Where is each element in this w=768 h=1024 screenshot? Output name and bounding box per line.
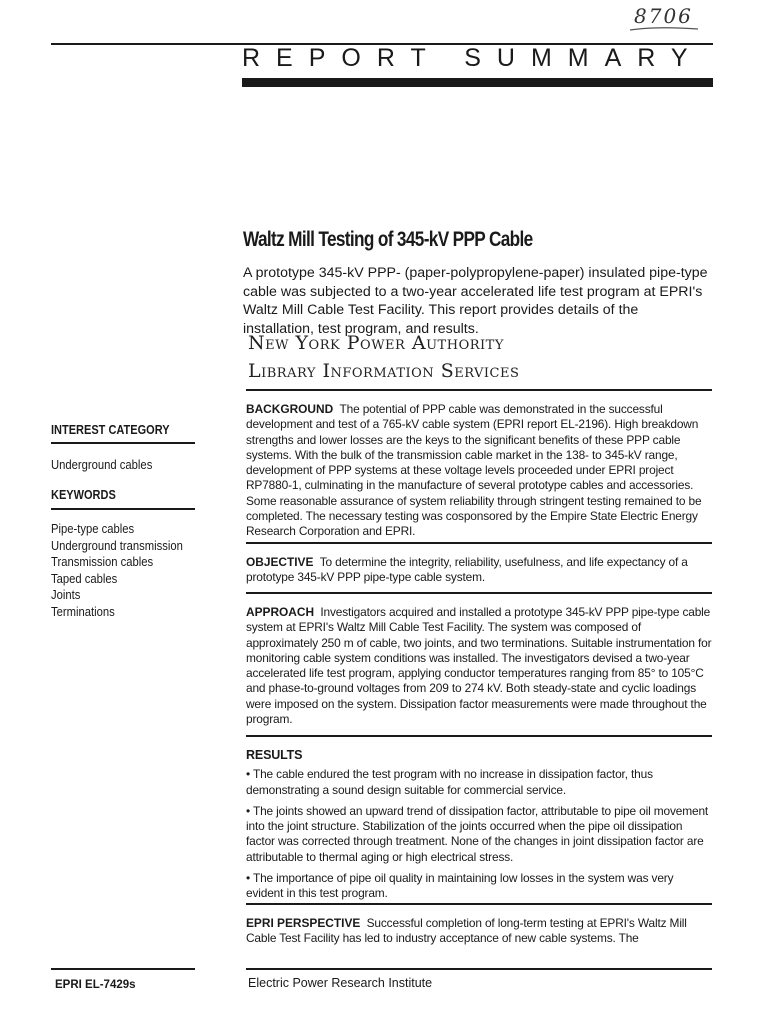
perspective-heading: EPRI PERSPECTIVE <box>246 916 361 930</box>
underline-scribble-icon <box>628 2 708 36</box>
section-rule-results <box>246 735 712 737</box>
library-stamp-line2: Library Information Services <box>248 360 520 382</box>
keyword-item: Pipe-type cables <box>51 522 135 536</box>
keyword-item: Transmission cables <box>51 555 154 569</box>
background-section <box>246 402 712 540</box>
abstract: A prototype 345-kV PPP- (paper-polypropylene-paper) insulated pipe-type cable was subjected to a two-year accelerated life test program at EPRI's Waltz Mill Cable Test Facility. This report provides details of the installation, test program, and results. <box>243 265 708 337</box>
top-thick-rule <box>242 78 713 87</box>
section-rule-perspective <box>246 903 712 905</box>
approach-section <box>246 605 712 727</box>
section-rule-approach <box>246 592 712 594</box>
objective-heading: OBJECTIVE <box>246 555 314 569</box>
approach-heading: APPROACH <box>246 605 315 619</box>
section-rule-background <box>246 389 712 391</box>
report-title: Waltz Mill Testing of 345-kV PPP Cable <box>243 228 533 251</box>
objective-section <box>246 555 712 586</box>
section-rule-objective <box>246 542 712 544</box>
footer-rule-left <box>51 968 195 970</box>
keyword-item: Terminations <box>51 604 115 619</box>
background-text: The potential of PPP cable was demonstrated in the successful development and test of a 765-kV cable system (EPRI report EL-2196). High breakdown strengths and lower losses are the keys to the significant benefits of these PPP cable systems. With the bulk of the transmission cable market in the 138- to 345-kV range, development of PPP systems at these voltage levels proceeded under EPRI project RP7880-1, culminating in the manufacture of several prototype cables and accessories. Some reasonable assurance of system reliability through stringent testing remained to be completed. The necessary testing was cosponsored by the Empire State Electric Energy Research Corporation and EPRI. <box>246 402 702 539</box>
interest-category-heading: INTEREST CATEGORY <box>51 423 170 437</box>
keywords-list <box>51 521 183 620</box>
report-number: EPRI EL-7429s <box>55 979 136 991</box>
perspective-section <box>246 916 712 947</box>
objective-text: To determine the integrity, reliability, usefulness, and life expectancy of a prototype 345-kV PPP pipe-type cable system. <box>246 555 688 585</box>
results-bullet: • The importance of pipe oil quality in maintaining low losses in the system was very evident in this test program. <box>246 871 674 901</box>
results-section <box>246 748 712 908</box>
sidebar-rule-1 <box>51 442 195 444</box>
footer-rule-right <box>246 968 712 970</box>
approach-text: Investigators acquired and installed a prototype 345-kV PPP pipe-type cable system at EPRI's Waltz Mill Cable Test Facility. The system was composed of approximately 250 m of cable, two joints, and two terminations. Suitable instrumentation for monitoring cable system conditions was installed. The investigators devised a two-year accelerated life test program, applying conductor temperatures ranging from 85° to 105°C and phase-to-ground voltages from 209 to 274 kV. Both steady-state and cyclic loadings were imposed on the system. Dissipation factor measurements were made throughout the program. <box>246 605 712 727</box>
keyword-item: Taped cables <box>51 571 118 586</box>
handwritten-note: 8706 <box>628 2 708 36</box>
organization-name: Electric Power Research Institute <box>248 976 433 990</box>
sidebar-rule-2 <box>51 508 195 510</box>
results-heading: RESULTS <box>246 748 303 762</box>
keyword-item: Underground transmission <box>51 538 183 553</box>
background-heading: BACKGROUND <box>246 402 334 416</box>
perspective-text: Successful completion of long-term testing at EPRI's Waltz Mill Cable Test Facility has led to industry acceptance of new cable systems. The <box>246 916 687 946</box>
interest-category-value: Underground cables <box>51 458 153 472</box>
report-summary-label: REPORT SUMMARY <box>242 44 704 72</box>
results-bullet: • The cable endured the test program with no increase in dissipation factor, thus demonstrating a sound design suitable for commercial service. <box>246 767 653 797</box>
library-stamp-line1: New York Power Authority <box>248 332 504 354</box>
results-bullet: • The joints showed an upward trend of dissipation factor, attributable to pipe oil movement into the joint structure. Stabilization of the joints occurred when the pipe oil dissipation factor was corrected through treatment. None of the changes in joint dissipation factor are attributable to thermal aging or high electrical stress. <box>246 803 709 864</box>
keywords-heading: KEYWORDS <box>51 488 116 502</box>
keyword-item: Joints <box>51 588 81 602</box>
